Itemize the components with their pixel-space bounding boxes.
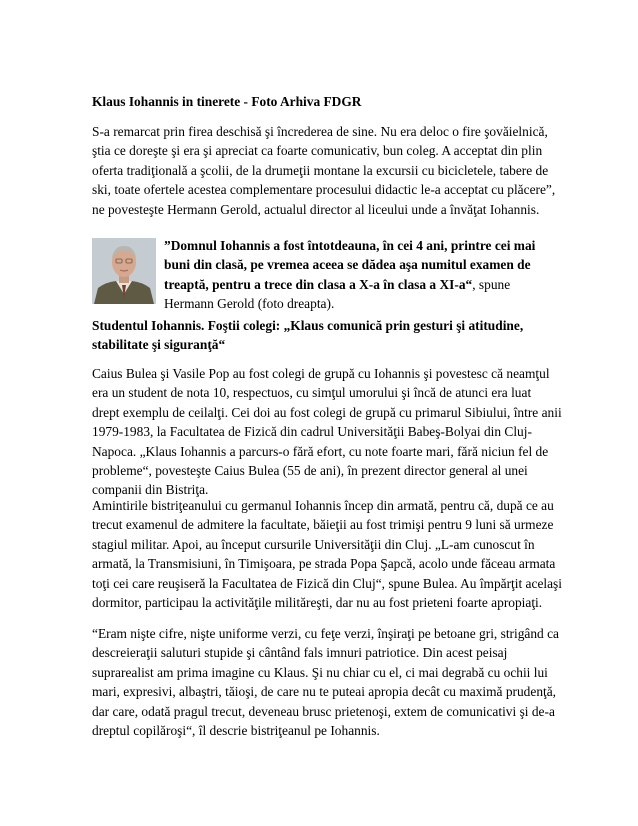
photo-caption: Klaus Iohannis in tinerete - Foto Arhiva FDGR: [92, 94, 362, 109]
paragraph-4: “Eram nişte cifre, nişte uniforme verzi, cu feţe verzi, înşiraţi pe betoane gri, strigând ca descreieraţii saluturi stupide şi cântând fals imnuri patriotice. Din acest peisaj suprarealist am prima imagine cu Klaus. Şi nu chiar cu el, ci mai degrabă cu ochii lui mari, expresivi, albaştri, tăioşi, de care nu te puteai apropia decât cu maximă prudenţă, dar care, odată pragul trecut, deveneau brusc prietenoşi, extem de comunicativi şi de-a dreptul copilăroşi“, îl descrie bistriţeanul pe Iohannis.: [92, 626, 559, 739]
paragraph-2: Caius Bulea şi Vasile Pop au fost colegi de grupă cu Iohannis şi povestesc că neamţul era un student de nota 10, respectuos, cu simţul umorului şi încă de atunci era luat drept exemplu de ceilalţi. Cei doi au fost colegi de grupă cu primarul Sibiului, între anii 1979-1983, la Facultatea de Fizică din cadrul Universităţii Babeş-Bolyai din Cluj-Napoca. „Klaus Iohannis a parcurs-o fără efort, cu note foarte mari, fără niciun fel de probleme“, povesteşte Caius Bulea (55 de ani), în prezent director general al unei companii din Bistriţa.: [92, 366, 562, 498]
portrait-photo: [92, 238, 156, 304]
section-heading: Studentul Iohannis. Foştii colegi: „Klaus comunică prin gesturi şi atitudine, stabilitate şi siguranţă“: [92, 318, 524, 353]
paragraph-3: Amintirile bistriţeanului cu germanul Iohannis încep din armată, pentru că, după ce au trecut examenul de admitere la facultate, băieţii au fost trimişi pentru 9 luni să urmeze stagiul militar. Apoi, au început cursurile Universităţii din Cluj. „L-am cunoscut în armată, la Transmisiuni, în Timişoara, pe strada Popa Şapcă, acolo unde făceau armata toţi cei care reuşiseră la Facultatea de Fizică din Cluj“, spune Bulea. Au împărţit acelaşi dormitor, participau la activităţile milităreşti, dar nu au fost prieteni foarte apropiaţi.: [92, 498, 562, 611]
quote-attribution: , spune Hermann Gerold (foto dreapta).: [164, 276, 511, 312]
quote-bold-text: ”Domnul Iohannis a fost întotdeauna, în cei 4 ani, printre cei mai buni din clasă, pe vremea aceea se dădea aşa numitul examen de treaptă, pentru a trece din clasa a X-a în clasa a XI-a“: [164, 238, 536, 292]
quote-text: [164, 236, 562, 314]
paragraph-1: S-a remarcat prin firea deschisă şi încrederea de sine. Nu era deloc o fire şovăielnică, ştia ce doreşte şi era şi apreciat ca foarte comunicativ, bun coleg. A acceptat din plin oferta tradiţională a şcolii, de la drumeţii montane la excursii cu bicicletele, tabere de ski, toate ofertele acestea complementare procesului didactic le-a acceptat cu plăcere”, ne povesteşte Hermann Gerold, actualul director al liceului unde a învăţat Iohannis.: [92, 124, 556, 217]
